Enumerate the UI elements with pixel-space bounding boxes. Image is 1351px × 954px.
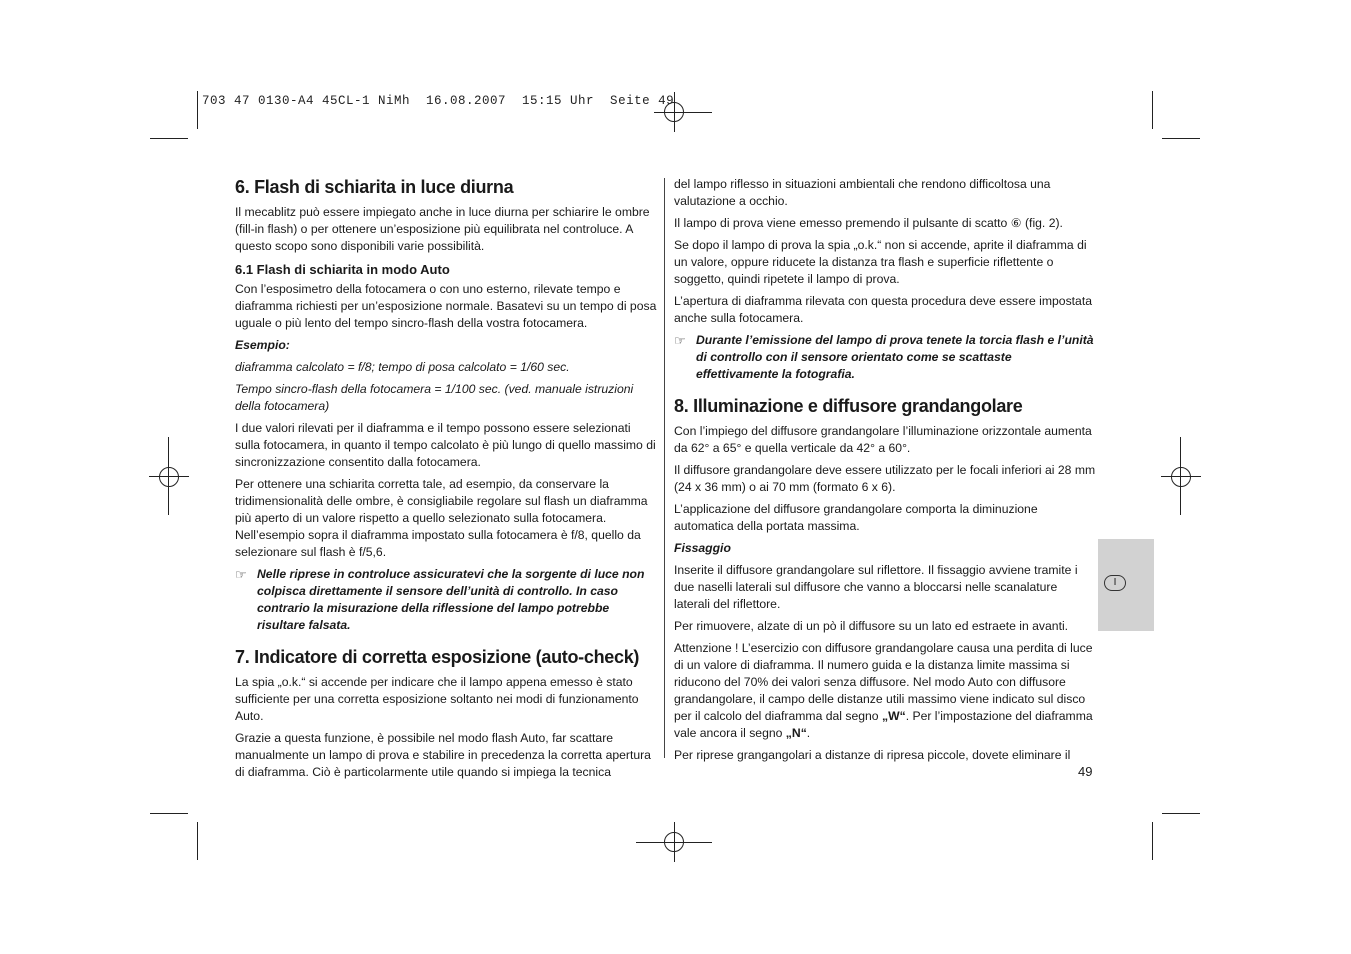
paragraph: Se dopo il lampo di prova la spia „o.k.“ non si accende, aprite il diaframma di un valore, oppure riducete la distanza tra flash e superficie riflettente o soggetto, quindi ripetete il lampo di prova. <box>674 238 1087 286</box>
paragraph: La spia „o.k.“ si accende per indicare che il lampo appena emesso è stato sufficiente per una corretta esposizione soltanto nei modi di funzionamento Auto. <box>235 675 639 723</box>
paragraph: Il diffusore grandangolare deve essere utilizzato per le focali inferiori ai 28 mm (24 x 36 mm) o ai 70 mm (formato 6 x 6). <box>674 463 1096 494</box>
paragraph: Per ottenere una schiarita corretta tale, ad esempio, da conservare la tridimensionalità delle ombre, è consigliabile regolare sul flash un diaframma più aperto di un valore rispetto a quello selezionato sulla fotocamera. Nell’esempio sopra il diaframma impostato sulla fotocamera è f/8, quello da selezionare sul flash è f/5,6. <box>235 477 648 559</box>
section-8-title: 8. Illuminazione e diffusore grandangolare <box>674 396 1023 416</box>
pointing-hand-icon: ☞ <box>674 333 686 348</box>
crop-mark <box>1162 813 1200 814</box>
text-run: . <box>806 726 811 740</box>
crop-mark <box>1152 91 1153 129</box>
section-7-title: 7. Indicatore di corretta esposizione (auto-check) <box>235 647 640 667</box>
column-divider <box>664 178 665 758</box>
paragraph: Con l’impiego del diffusore grandangolare l’illuminazione orizzontale aumenta da 62° a 65° e quella verticale da 42° a 60°. <box>674 424 1092 455</box>
text-run: Attenzione ! L’esercizio con diffusore grandangolare causa una perdita di luce di un valore di diaframma. Il numero guida e la distanza limite massima si riducono del 70% dei valori senza diffusore. Nel modo Auto con diffusore grandangolare, il campo delle distanze utili massimo viene indicato sul disco per il calcolo del diaframma dal segno <box>674 641 1093 723</box>
section-6-title: 6. Flash di schiarita in luce diurna <box>235 177 514 197</box>
paragraph: del lampo riflesso in situazioni ambientali che rendono difficoltosa una valutazione a occhio. <box>674 177 1051 208</box>
paragraph: Inserite il diffusore grandangolare sul riflettore. Il fissaggio avviene tramite i due naselli laterali sul diffusore che vanno a bloccarsi nelle scanalature laterali del riflettore. <box>674 563 1078 611</box>
pointing-hand-icon: ☞ <box>235 567 247 582</box>
crop-mark <box>1162 138 1200 139</box>
example-label: Esempio: <box>235 338 290 352</box>
paragraph: Il mecablitz può essere impiegato anche in luce diurna per schiarire le ombre (fill-in flash) o per ottenere un’esposizione più equilibrata nel controluce. A questo scopo sono disponibili varie possibilità. <box>235 205 650 253</box>
page-number: 49 <box>1078 764 1093 779</box>
print-header: 703 47 0130-A4 45CL-1 NiMh 16.08.2007 15:15 Uhr Seite 49 <box>202 94 675 108</box>
crop-mark <box>1152 822 1153 860</box>
right-column <box>674 176 1096 769</box>
paragraph: L’applicazione del diffusore grandangolare comporta la diminuzione automatica della portata massima. <box>674 502 1038 533</box>
registration-mark-icon <box>654 92 694 132</box>
crop-mark <box>150 813 188 814</box>
registration-mark-icon <box>654 822 694 862</box>
fixing-label: Fissaggio <box>674 541 731 555</box>
paragraph: Con l’esposimetro della fotocamera o con uno esterno, rilevate tempo e diaframma richiesti per un’esposizione normale. Basatevi su un tempo di posa uguale o più lento del tempo sincro-flash della vostra fotocamera. <box>235 282 657 330</box>
registration-mark-icon <box>149 457 189 497</box>
example-line: diaframma calcolato = f/8; tempo di posa calcolato = 1/60 sec. <box>235 360 570 374</box>
language-tab <box>1098 539 1154 631</box>
language-badge: I <box>1104 575 1126 591</box>
note-text: Durante l’emissione del lampo di prova tenete la torcia flash e l’unità di controllo con il sensore orientato come se scattaste effettivamente la fotografia. <box>696 333 1094 381</box>
paragraph: Grazie a questa funzione, è possibile nel modo flash Auto, far scattare manualmente un lampo di prova e stabilire in precedenza la corretta apertura di diaframma. Ciò è particolarmente utile quando si impiega la tecnica <box>235 731 651 779</box>
paragraph <box>674 640 1096 742</box>
w-symbol: „W“ <box>881 709 906 723</box>
paragraph: L’apertura di diaframma rilevata con questa procedura deve essere impostata anche sulla fotocamera. <box>674 294 1092 325</box>
section-6-1-title: 6.1 Flash di schiarita in modo Auto <box>235 262 450 277</box>
example-line: Tempo sincro-flash della fotocamera = 1/100 sec. (ved. manuale istruzioni della fotocamera) <box>235 382 634 413</box>
crop-mark <box>197 822 198 860</box>
note-text: Nelle riprese in controluce assicuratevi che la sorgente di luce non colpisca direttamente il sensore dell’unità di controllo. In caso contrario la misurazione della riflessione del lampo potrebbe risultare falsata. <box>257 567 645 632</box>
note <box>674 332 1096 383</box>
left-column <box>235 176 657 786</box>
note <box>235 566 657 634</box>
paragraph: Per riprese grangangolari a distanze di ripresa piccole, dovete eliminare il <box>674 748 1071 762</box>
paragraph: Per rimuovere, alzate di un pò il diffusore su un lato ed estraete in avanti. <box>674 619 1069 633</box>
text-run: . Per l’impostazione del diaframma vale ancora il segno <box>674 709 1093 740</box>
crop-mark <box>150 138 188 139</box>
crop-mark <box>197 91 198 129</box>
paragraph: Il lampo di prova viene emesso premendo il pulsante di scatto ⑥ (fig. 2). <box>674 216 1063 230</box>
n-symbol: „N“ <box>785 726 807 740</box>
registration-mark-icon <box>1161 457 1201 497</box>
paragraph: I due valori rilevati per il diaframma e il tempo possono essere selezionati sulla fotocamera, in quanto il tempo calcolato è più lungo di quello massimo di sincronizzazione consentito dalla fotocamera. <box>235 421 656 469</box>
